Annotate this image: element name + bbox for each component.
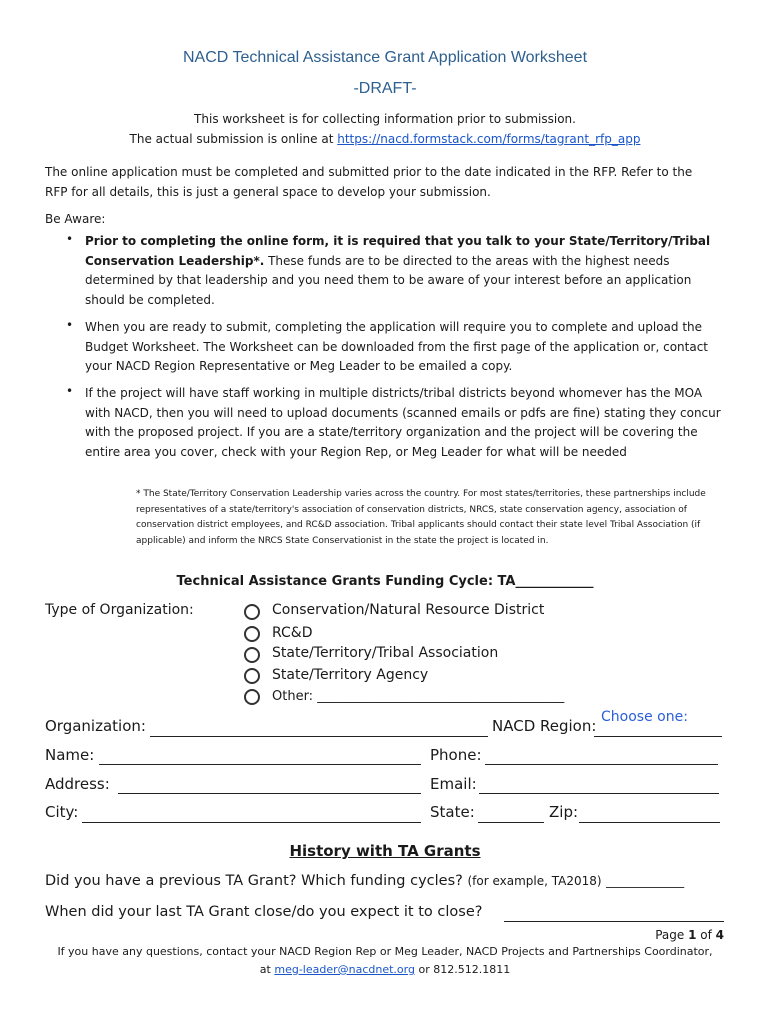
organization-field[interactable] bbox=[150, 736, 488, 737]
nacd-region-dropdown[interactable]: Choose one: bbox=[601, 709, 688, 725]
bullet-dot-1: • bbox=[66, 232, 74, 246]
bullet-1-bold: Prior to completing the online form, it is required that you talk to your State/Territory/Tribal Conservation Leadership*. bbox=[85, 234, 711, 268]
city-label: City: bbox=[45, 803, 79, 821]
be-aware-label: Be Aware: bbox=[45, 212, 106, 226]
bullet-1-text: These funds are to be directed to the areas with the highest needs determined by that leadership and you need them to be aware of your interest before an application should be completed. bbox=[85, 253, 692, 307]
footer-at: at bbox=[259, 963, 275, 976]
radio-state-agency[interactable] bbox=[244, 668, 260, 684]
city-field[interactable] bbox=[82, 822, 421, 823]
name-label: Name: bbox=[45, 746, 95, 764]
bullet-1 bbox=[85, 232, 725, 310]
page-number bbox=[560, 928, 724, 942]
intro-line-2 bbox=[0, 132, 770, 146]
option-conservation-district: Conservation/Natural Resource District bbox=[272, 602, 545, 618]
email-label: Email: bbox=[430, 775, 477, 793]
phone-label: Phone: bbox=[430, 746, 482, 764]
nacd-region-field[interactable] bbox=[594, 736, 722, 737]
page-prefix: Page bbox=[655, 928, 689, 942]
intro-paragraph: The online application must be completed and submitted prior to the date indicated in the RFP. Refer to the RFP for all details, this is just a general space to develop your submission. bbox=[45, 165, 693, 199]
intro-line-2-prefix: The actual submission is online at bbox=[129, 132, 338, 146]
history-question-2: When did your last TA Grant close/do you expect it to close? bbox=[45, 904, 483, 920]
radio-conservation-district[interactable] bbox=[244, 604, 260, 620]
funding-cycle: Technical Assistance Grants Funding Cycle: TA____________ bbox=[176, 574, 594, 589]
submission-link[interactable]: https://nacd.formstack.com/forms/tagrant_rfp_app bbox=[337, 132, 641, 146]
radio-rcd[interactable] bbox=[244, 626, 260, 642]
organization-label: Organization: bbox=[45, 717, 146, 735]
q1-blank[interactable]: _____________ bbox=[606, 874, 685, 888]
footer-phone: or 812.512.1811 bbox=[414, 963, 511, 976]
zip-field[interactable] bbox=[579, 822, 720, 823]
page-current: 1 bbox=[688, 928, 697, 942]
option-rcd: RC&D bbox=[272, 625, 313, 641]
history-question-1 bbox=[45, 873, 684, 889]
zip-label: Zip: bbox=[549, 803, 579, 821]
radio-other[interactable] bbox=[244, 689, 260, 705]
history-heading: History with TA Grants bbox=[289, 842, 481, 860]
state-label: State: bbox=[430, 803, 475, 821]
footnote: * The State/Territory Conservation Leadership varies across the country. For most states/territories, these partnerships include representatives of a state/territory's association of conservation districts, NRCS, state conservation agency, association of conservation district employees, and RC&D association. Tribal applicants should contact their state level Tribal Association (if applicable) and inform the NRCS State Conservationist in the state the project is located in. bbox=[136, 489, 706, 546]
address-field[interactable] bbox=[118, 793, 421, 794]
state-field[interactable] bbox=[478, 822, 544, 823]
q1-example: (for example, TA2018) bbox=[467, 874, 602, 888]
bullet-dot-2: • bbox=[66, 318, 74, 332]
bullet-3: If the project will have staff working in multiple districts/tribal districts beyond whomever has the MOA with NACD, then you will need to upload documents (scanned emails or pdfs are fine) stating they concur with the proposed project. If you are a state/territory organization and the project will be covering the entire area you cover, check with your Region Rep, or Meg Leader for what will be needed bbox=[85, 386, 721, 459]
address-label: Address: bbox=[45, 775, 110, 793]
page-of: of bbox=[696, 928, 716, 942]
radio-tribal-association[interactable] bbox=[244, 647, 260, 663]
draft-label: -DRAFT- bbox=[353, 80, 417, 97]
footer-contact-line-1: If you have any questions, contact your NACD Region Rep or Meg Leader, NACD Projects and Partnerships Coordinator, bbox=[57, 945, 713, 958]
history-question-2-field[interactable] bbox=[504, 921, 724, 922]
option-other: Other: ______________________________________ bbox=[272, 689, 565, 704]
option-state-agency: State/Territory Agency bbox=[272, 667, 429, 683]
bullet-dot-3: • bbox=[66, 384, 74, 398]
document-title: NACD Technical Assistance Grant Application Worksheet bbox=[182, 49, 588, 66]
phone-field[interactable] bbox=[485, 764, 718, 765]
nacd-region-label: NACD Region: bbox=[492, 717, 597, 735]
q1-text: Did you have a previous TA Grant? Which funding cycles? bbox=[45, 873, 463, 889]
footer-contact-line-2 bbox=[0, 963, 770, 976]
page-total: 4 bbox=[715, 928, 724, 942]
bullet-2: When you are ready to submit, completing the application will require you to complete and upload the Budget Worksheet. The Worksheet can be downloaded from the first page of the application or, contact your NACD Region Representative or Meg Leader to be emailed a copy. bbox=[85, 320, 709, 373]
option-tribal-association: State/Territory/Tribal Association bbox=[272, 645, 499, 661]
email-field[interactable] bbox=[479, 793, 719, 794]
intro-line-1: This worksheet is for collecting information prior to submission. bbox=[194, 112, 576, 126]
name-field[interactable] bbox=[99, 764, 421, 765]
type-of-organization-label: Type of Organization: bbox=[45, 602, 194, 618]
contact-email-link[interactable]: meg-leader@nacdnet.org bbox=[274, 963, 415, 976]
